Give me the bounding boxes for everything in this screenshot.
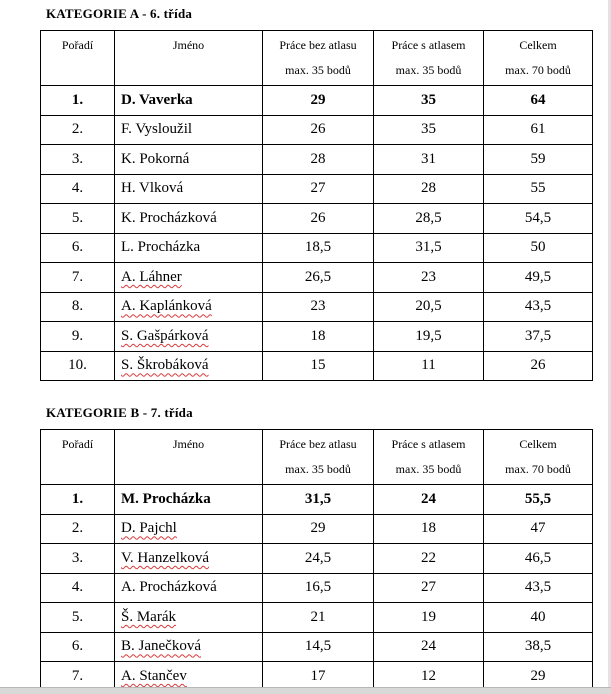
category-b-rows	[41, 485, 593, 692]
no-atlas-header: Práce bez atlasu max. 35 bodů	[263, 430, 374, 485]
total-score-cell: 46,5	[484, 544, 593, 574]
no-atlas-score-cell: 18,5	[263, 233, 374, 263]
name-cell: S. Gašpárková	[115, 322, 263, 352]
name-cell: M. Procházka	[115, 485, 263, 515]
table-row	[41, 263, 593, 293]
table-row	[41, 632, 593, 662]
rank-cell: 9.	[41, 322, 115, 352]
total-score-cell: 37,5	[484, 322, 593, 352]
table-header-row	[41, 31, 593, 86]
name-cell: A. Kaplánková	[115, 292, 263, 322]
rank-cell: 5.	[41, 204, 115, 234]
with-atlas-score-cell: 28,5	[374, 204, 484, 234]
with-atlas-score-cell: 12	[374, 662, 484, 692]
rank-cell: 3.	[41, 544, 115, 574]
name-cell: V. Hanzelková	[115, 544, 263, 574]
page-edge-bottom	[0, 687, 611, 694]
rank-cell: 3.	[41, 145, 115, 175]
no-atlas-header: Práce bez atlasu max. 35 bodů	[263, 31, 374, 86]
category-a-table	[40, 30, 593, 381]
with-atlas-score-cell: 35	[374, 115, 484, 145]
no-atlas-score-cell: 18	[263, 322, 374, 352]
no-atlas-score-cell: 17	[263, 662, 374, 692]
rank-cell: 6.	[41, 632, 115, 662]
table-row	[41, 544, 593, 574]
table-row	[41, 292, 593, 322]
name-cell: K. Procházková	[115, 204, 263, 234]
with-atlas-score-cell: 20,5	[374, 292, 484, 322]
no-atlas-score-cell: 16,5	[263, 573, 374, 603]
table-header-row	[41, 430, 593, 485]
table-row	[41, 351, 593, 381]
name-cell: B. Janečková	[115, 632, 263, 662]
with-atlas-score-cell: 19	[374, 603, 484, 633]
total-score-cell: 26	[484, 351, 593, 381]
name-header: Jméno	[115, 430, 263, 485]
table-row	[41, 174, 593, 204]
table-row	[41, 86, 593, 116]
rank-cell: 2.	[41, 115, 115, 145]
total-header: Celkem max. 70 bodů	[484, 430, 593, 485]
no-atlas-score-cell: 31,5	[263, 485, 374, 515]
name-cell: D. Pajchl	[115, 514, 263, 544]
total-score-cell: 54,5	[484, 204, 593, 234]
table-row	[41, 204, 593, 234]
with-atlas-score-cell: 11	[374, 351, 484, 381]
rank-cell: 1.	[41, 86, 115, 116]
table-row	[41, 603, 593, 633]
total-score-cell: 61	[484, 115, 593, 145]
rank-cell: 7.	[41, 263, 115, 293]
with-atlas-score-cell: 28	[374, 174, 484, 204]
with-atlas-score-cell: 23	[374, 263, 484, 293]
name-cell: L. Procházka	[115, 233, 263, 263]
no-atlas-score-cell: 29	[263, 86, 374, 116]
name-cell: F. Vysloužil	[115, 115, 263, 145]
total-score-cell: 40	[484, 603, 593, 633]
no-atlas-score-cell: 14,5	[263, 632, 374, 662]
name-cell: D. Vaverka	[115, 86, 263, 116]
rank-cell: 4.	[41, 573, 115, 603]
category-a-rows	[41, 86, 593, 381]
with-atlas-header: Práce s atlasem max. 35 bodů	[374, 31, 484, 86]
rank-header: Pořadí	[41, 430, 115, 485]
category-a-title: KATEGORIE A - 6. třída	[46, 6, 193, 21]
with-atlas-score-cell: 18	[374, 514, 484, 544]
total-score-cell: 59	[484, 145, 593, 175]
total-header: Celkem max. 70 bodů	[484, 31, 593, 86]
name-cell: A. Láhner	[115, 263, 263, 293]
name-cell: H. Vlková	[115, 174, 263, 204]
name-cell: A. Stančev	[115, 662, 263, 692]
total-score-cell: 49,5	[484, 263, 593, 293]
with-atlas-score-cell: 31	[374, 145, 484, 175]
category-b-title: KATEGORIE B - 7. třída	[46, 405, 193, 420]
table-row	[41, 485, 593, 515]
table-row	[41, 322, 593, 352]
total-score-cell: 29	[484, 662, 593, 692]
table-row	[41, 115, 593, 145]
name-cell: S. Škrobáková	[115, 351, 263, 381]
name-cell: A. Procházková	[115, 573, 263, 603]
table-row	[41, 573, 593, 603]
name-cell: K. Pokorná	[115, 145, 263, 175]
no-atlas-score-cell: 15	[263, 351, 374, 381]
total-score-cell: 55,5	[484, 485, 593, 515]
with-atlas-score-cell: 19,5	[374, 322, 484, 352]
name-header: Jméno	[115, 31, 263, 86]
category-b-table	[40, 429, 593, 692]
total-score-cell: 43,5	[484, 292, 593, 322]
with-atlas-score-cell: 24	[374, 485, 484, 515]
name-cell: Š. Marák	[115, 603, 263, 633]
with-atlas-score-cell: 24	[374, 632, 484, 662]
no-atlas-score-cell: 24,5	[263, 544, 374, 574]
rank-cell: 4.	[41, 174, 115, 204]
with-atlas-score-cell: 35	[374, 86, 484, 116]
table-row	[41, 514, 593, 544]
no-atlas-score-cell: 26	[263, 115, 374, 145]
rank-cell: 5.	[41, 603, 115, 633]
with-atlas-header: Práce s atlasem max. 35 bodů	[374, 430, 484, 485]
total-score-cell: 43,5	[484, 573, 593, 603]
with-atlas-score-cell: 27	[374, 573, 484, 603]
rank-cell: 2.	[41, 514, 115, 544]
total-score-cell: 64	[484, 86, 593, 116]
total-score-cell: 47	[484, 514, 593, 544]
total-score-cell: 50	[484, 233, 593, 263]
with-atlas-score-cell: 31,5	[374, 233, 484, 263]
with-atlas-score-cell: 22	[374, 544, 484, 574]
no-atlas-score-cell: 27	[263, 174, 374, 204]
rank-cell: 10.	[41, 351, 115, 381]
rank-cell: 7.	[41, 662, 115, 692]
no-atlas-score-cell: 21	[263, 603, 374, 633]
no-atlas-score-cell: 29	[263, 514, 374, 544]
no-atlas-score-cell: 26,5	[263, 263, 374, 293]
no-atlas-score-cell: 23	[263, 292, 374, 322]
table-row	[41, 145, 593, 175]
rank-header: Pořadí	[41, 31, 115, 86]
rank-cell: 1.	[41, 485, 115, 515]
total-score-cell: 38,5	[484, 632, 593, 662]
table-row	[41, 233, 593, 263]
no-atlas-score-cell: 28	[263, 145, 374, 175]
no-atlas-score-cell: 26	[263, 204, 374, 234]
rank-cell: 6.	[41, 233, 115, 263]
rank-cell: 8.	[41, 292, 115, 322]
total-score-cell: 55	[484, 174, 593, 204]
